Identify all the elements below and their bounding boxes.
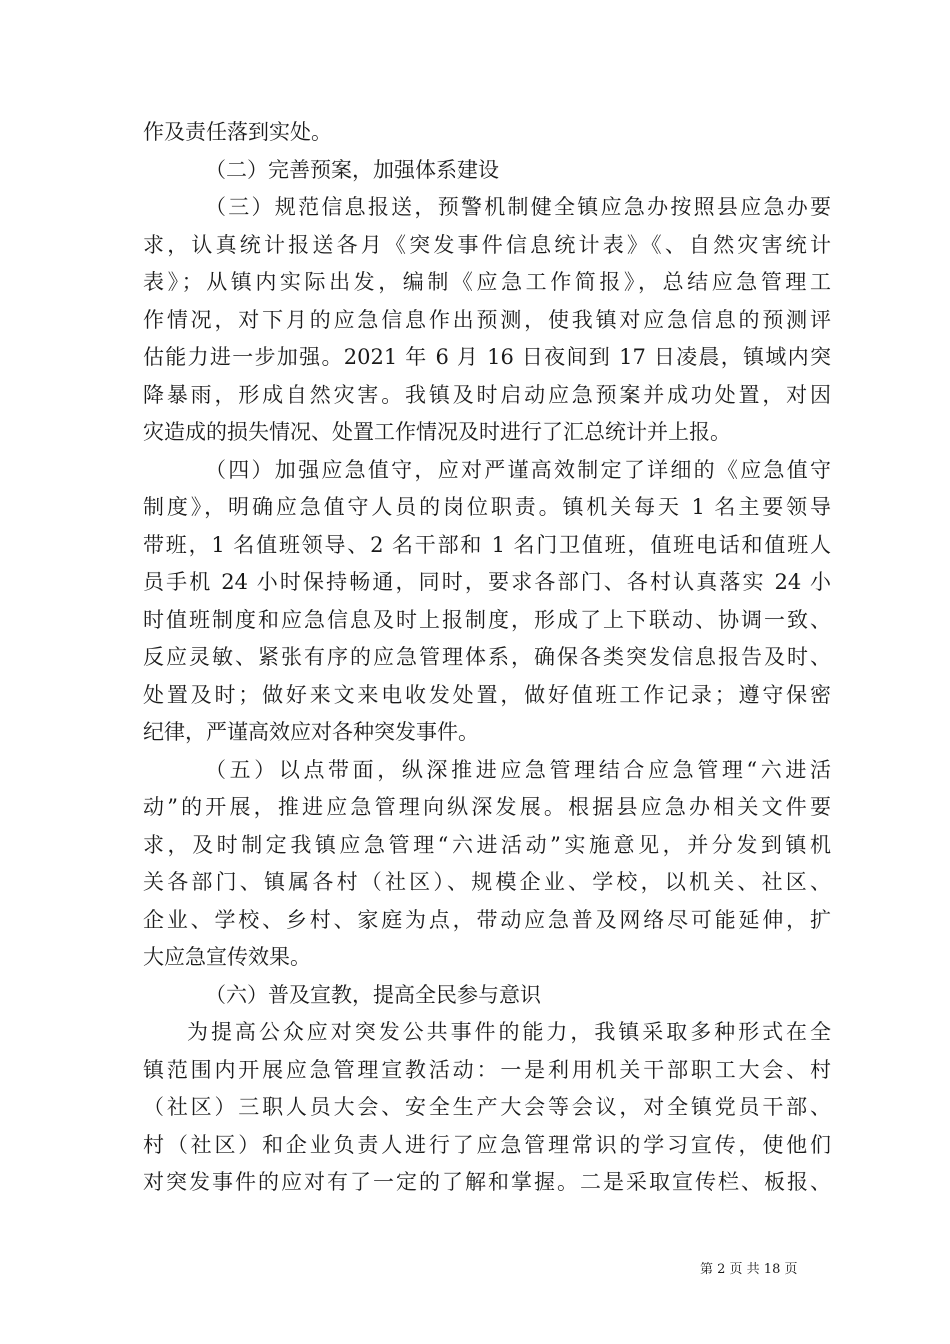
text-line: （三）规范信息报送，预警机制健全镇应急办按照县应急办要 [205,195,831,219]
text-line: （五）以点带面，纵深推进应急管理结合应急管理“六进活 [205,757,831,782]
text-line: 表》；从镇内实际出发，编制《应急工作简报》，总结应急管理工 [143,270,831,294]
text-line: 大应急宣传效果。 [143,945,311,969]
text-line: （社区）三职人员大会、安全生产大会等会议，对全镇党员干部、 [143,1095,831,1119]
text-line: 制度》，明确应急值守人员的岗位职责。镇机关每天 1 名主要领导 [143,495,831,519]
text-line: 求，及时制定我镇应急管理“六进活动”实施意见，并分发到镇机 [143,832,831,857]
section-heading: （二）完善预案，加强体系建设 [205,157,499,182]
section-heading: （六）普及宣教，提高全民参与意识 [205,982,541,1007]
text-line: 镇范围内开展应急管理宣教活动：一是利用机关干部职工大会、村 [143,1057,831,1082]
text-line: （四）加强应急值守，应对严谨高效制定了详细的《应急值守 [205,457,831,482]
text-line: 动”的开展，推进应急管理向纵深发展。根据县应急办相关文件要 [143,795,831,819]
text-line: 求，认真统计报送各月《突发事件信息统计表》《、自然灾害统计 [143,232,831,257]
page-number: 第 2 页 共 18 页 [700,1262,798,1277]
text-line: 作及责任落到实处。 [143,120,332,144]
text-line: 时值班制度和应急信息及时上报制度，形成了上下联动、协调一致、 [143,607,831,632]
text-line: 村（社区）和企业负责人进行了应急管理常识的学习宣传，使他们 [143,1132,831,1157]
body-text [143,114,831,1202]
text-line: 关各部门、镇属各村（社区）、规模企业、学校，以机关、社区、 [143,870,831,894]
text-line: 带班，1 名值班领导、2 名干部和 1 名门卫值班，值班电话和值班人 [143,532,831,557]
text-line: 估能力进一步加强。2021 年 6 月 16 日夜间到 17 日凌晨，镇域内突 [143,345,831,369]
text-line: 员手机 24 小时保持畅通，同时，要求各部门、各村认真落实 24 小 [143,570,831,594]
text-line: 企业、学校、乡村、家庭为点，带动应急普及网络尽可能延伸，扩 [143,907,831,932]
text-line: 反应灵敏、紧张有序的应急管理体系，确保各类突发信息报告及时、 [143,645,831,669]
text-line: 作情况，对下月的应急信息作出预测，使我镇对应急信息的预测评 [143,307,831,332]
text-line: 灾造成的损失情况、处置工作情况及时进行了汇总统计并上报。 [143,420,731,444]
text-line: 对突发事件的应对有了一定的了解和掌握。二是采取宣传栏、板报、 [143,1170,831,1194]
text-line: 纪律，严谨高效应对各种突发事件。 [143,720,479,744]
text-line: 处置及时；做好来文来电收发处置，做好值班工作记录；遵守保密 [143,682,831,707]
text-line: 降暴雨，形成自然灾害。我镇及时启动应急预案并成功处置，对因 [143,382,831,407]
text-line: 为提高公众应对突发公共事件的能力，我镇采取多种形式在全 [187,1020,831,1044]
